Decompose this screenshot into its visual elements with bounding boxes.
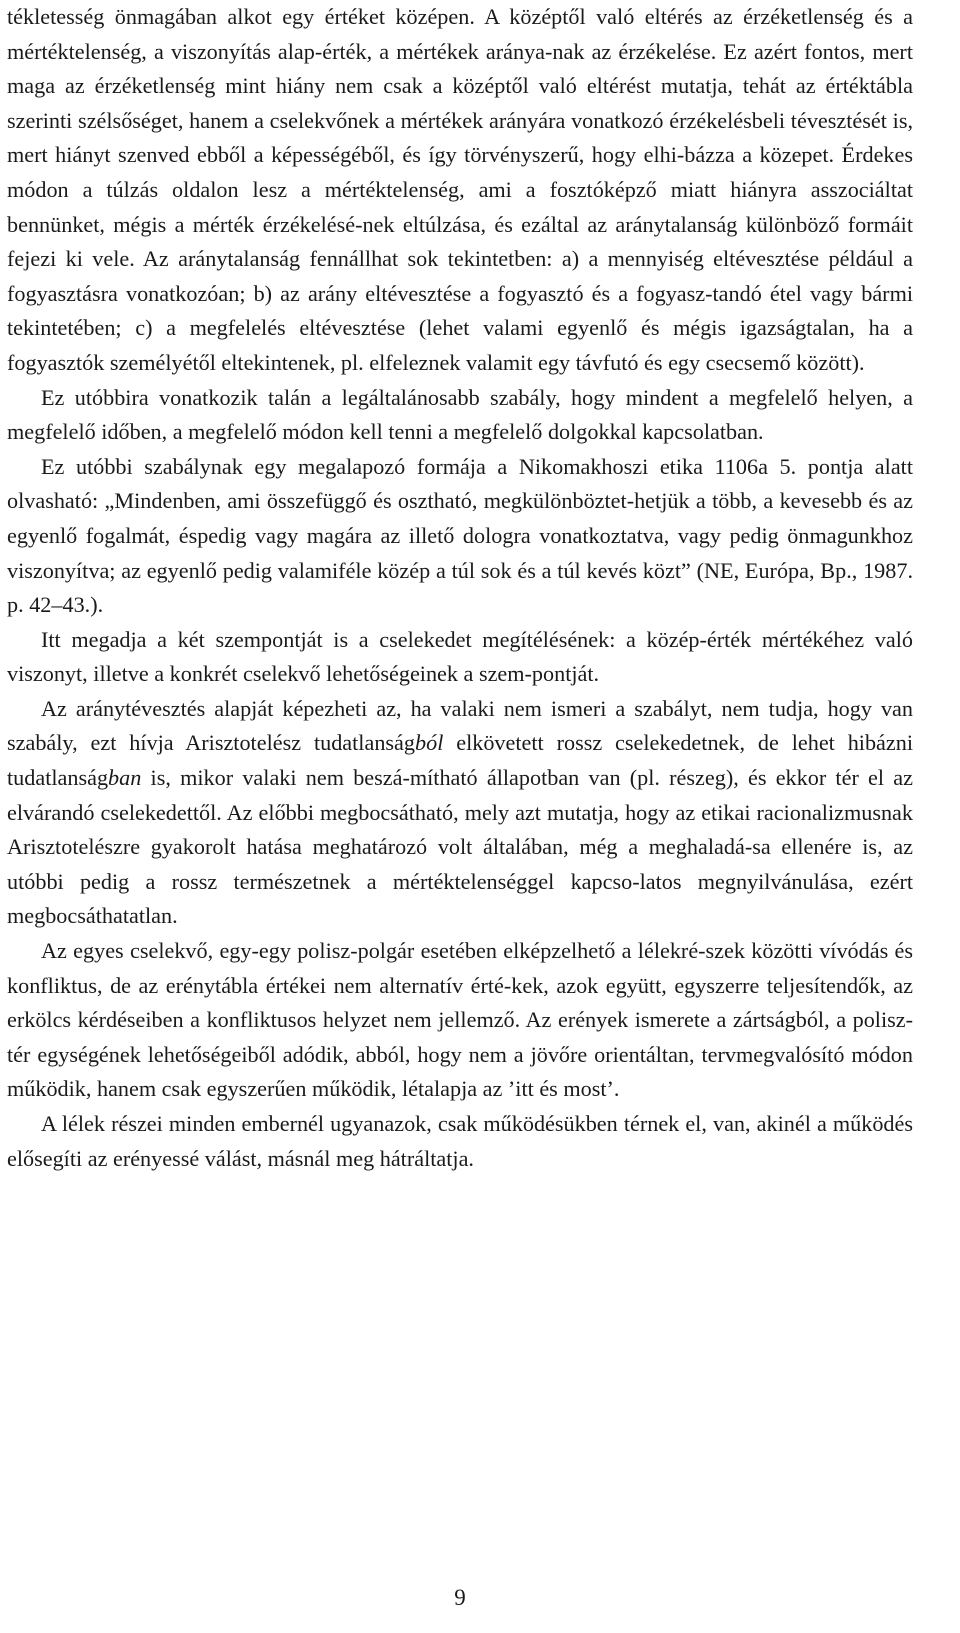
text-run: Az egyes cselekvő, egy-egy polisz-polgár esetében elképzelhető a lélekré-szek közötti vívódás és konfliktus, de az erénytábla értékei nem alternatív érté-kek, azok együtt, egyszerre teljesítendők, az erkölcs kérdéseiben a konfliktusos helyzet nem jellemző. Az erények ismerete a zártságból, a polisz-tér egységének lehetőségeiből adódik, abból, hogy nem a jövőre orientáltan, tervmegvalósító módon működik, hanem csak egyszerűen működik, létalapja az ’itt és most’. xyxy=(7,938,913,1102)
paragraph xyxy=(7,0,913,381)
text-run: Ez utóbbira vonatkozik talán a legáltalánosabb szabály, hogy mindent a megfelelő helyen, a megfelelő időben, a megfelelő módon kell tenni a megfelelő dolgokkal kapcsolatban. xyxy=(7,384,913,445)
text-run: Ez utóbbi szabálynak egy megalapozó formája a Nikomakhoszi etika 1106a 5. pontja alatt olvasható: „Mindenben, ami összefüggő és osztható, megkülönböztet-hetjük a több, a kevesebb és az egyenlő fogalmát, éspedig vagy magára az illető dologra vonatkoztatva, vagy pedig önmagunkhoz viszonyítva; az egyenlő pedig valamiféle közép a túl sok és a túl kevés közt” (NE, Európa, Bp., 1987. p. 42–43.). xyxy=(7,453,913,618)
text-run: tékletesség önmagában alkot egy értéket középen. A középtől való eltérés az érzéketlenség és a mértéktelenség, a viszonyítás alap-érték, a mértékek aránya-nak az érzékelése. Ez azért fontos, mert maga az érzéketlenség mint hiány nem csak a középtől való eltérést mutatja, tehát az értéktábla szerinti szélsőséget, hanem a cselekvőnek a mértékek arányára vonatkozó érzékelésbeli tévesztését is, mert hiányt szenved ebből a képességéből, és így törvényszerű, hogy elhi-bázza a közepet. Érdekes módon a túlzás oldalon lesz a mértéktelenség, ami a fosztóképző miatt hiányra asszociáltat bennünket, mégis a mérték érzékelésé-nek eltúlzása, és ezáltal az aránytalanság különböző formáit fejezi ki vele. Az aránytalanság fennállhat sok tekintetben: a) a mennyiség eltévesztése például a fogyasztásra vonatkozóan; b) az arány eltévesztése a fogyasztó és a fogyasz-tandó étel vagy bármi tekintetében; c) a megfelelés eltévesztése (lehet valami egyenlő és mégis igazságtalan, ha a fogyasztók személyétől eltekintenek, pl. elfeleznek valamit egy távfutó és egy csecsemő között). xyxy=(7,4,913,375)
text-run: elkövetett rossz cselekedetnek, de lehet hibázni tudatlanság xyxy=(7,730,914,791)
text-run: is, mikor valaki nem beszá-mítható állapotban van (pl. részeg), és ekkor tér el az elvárandó cselekedettől. Az előbbi megbocsátható, mely azt mutatja, hogy az etikai racionalizmusnak Arisztotelészre gyakorolt hatása meghatározó volt általában, még a meghaladá-sa ellenére is, az utóbbi pedig a rossz természetnek a mértéktelenséggel kapcso-latos megnyilvánulása, ezért megbocsáthatatlan. xyxy=(7,765,913,929)
italic-text: ból xyxy=(415,730,444,756)
paragraph xyxy=(7,450,913,623)
italic-text: ban xyxy=(108,765,142,791)
page-number: 9 xyxy=(454,1585,466,1610)
book-page xyxy=(7,0,913,1176)
paragraph xyxy=(7,623,913,692)
text-run: Itt megadja a két szempontját is a cselekedet megítélésének: a közép-érték mértékéhez való viszonyt, illetve a konkrét cselekvő lehetőségeinek a szem-pontját. xyxy=(7,626,913,687)
paragraph xyxy=(7,934,913,1107)
paragraph xyxy=(7,381,913,450)
body-text xyxy=(7,0,913,1176)
paragraph xyxy=(7,692,913,934)
text-run: Az aránytévesztés alapját képezheti az, ha valaki nem ismeri a szabályt, nem tudja, hogy van szabály, ezt hívja Arisztotelész tudatlanság xyxy=(7,695,913,756)
paragraph xyxy=(7,1107,913,1176)
text-run: A lélek részei minden embernél ugyanazok, csak működésükben térnek el, van, akinél a működés elősegíti az erényessé válást, másnál meg hátráltatja. xyxy=(7,1111,913,1171)
